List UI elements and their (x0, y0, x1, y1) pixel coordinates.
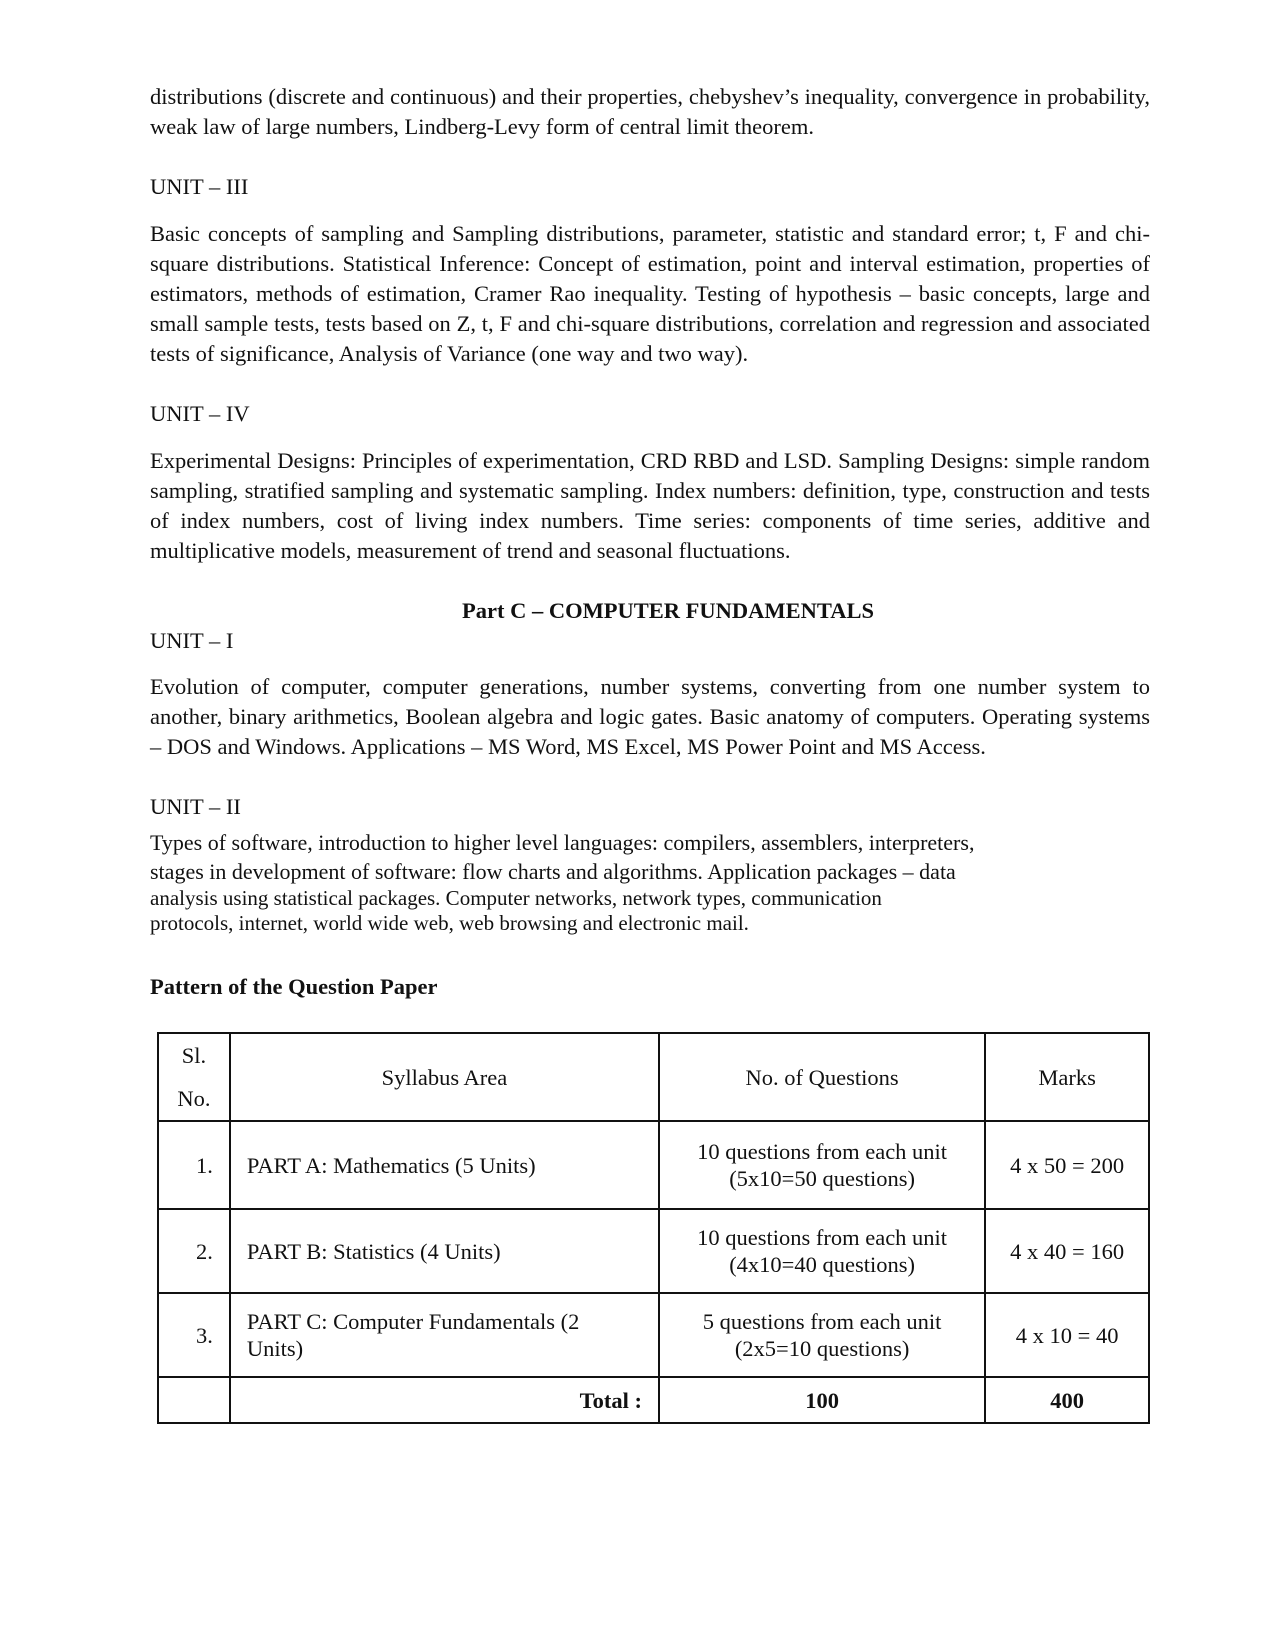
row-marks: 4 x 10 = 40 (985, 1293, 1149, 1377)
document-page (150, 82, 1150, 1413)
row-marks: 4 x 40 = 160 (985, 1209, 1149, 1293)
row-questions: 10 questions from each unit (4x10=40 questions) (659, 1209, 985, 1293)
row-area: PART C: Computer Fundamentals (2 Units) (230, 1293, 659, 1377)
row-questions: 5 questions from each unit (2x5=10 questions) (659, 1293, 985, 1377)
table-total-row (158, 1377, 1149, 1423)
table-row (158, 1121, 1149, 1209)
row-area: PART B: Statistics (4 Units) (230, 1209, 659, 1293)
row-questions: 10 questions from each unit (5x10=50 questions) (659, 1121, 985, 1209)
part-c-unit-1-heading: UNIT – I (150, 628, 234, 653)
part-c-title: Part C – COMPUTER FUNDAMENTALS (461, 598, 875, 623)
header-sl-no: Sl. No. (158, 1033, 230, 1121)
header-syllabus-area: Syllabus Area (230, 1033, 659, 1121)
unit-2-line-1: Types of software, introduction to higher level languages: compilers, assemblers, interpreters, (150, 830, 975, 855)
row-area: PART A: Mathematics (5 Units) (230, 1121, 659, 1209)
row-marks: 4 x 50 = 200 (985, 1121, 1149, 1209)
table-row (158, 1209, 1149, 1293)
total-marks: 400 (985, 1377, 1149, 1423)
unit-4-paragraph: Experimental Designs: Principles of experimentation, CRD RBD and LSD. Sampling Designs: simple random sampling, stratified sampling and systematic sampling. Index numbers: definition, type, construction and tests of index numbers, cost of living index numbers. Time series: components of time series, additive and multiplicative models, measurement of trend and seasonal fluctuations. (150, 448, 1150, 563)
part-c-unit-1-paragraph: Evolution of computer, computer generations, number systems, converting from one number system to another, binary arithmetics, Boolean algebra and logic gates. Basic anatomy of computers. Operating systems – DOS and Windows. Applications – MS Word, MS Excel, MS Power Point and MS Access. (150, 674, 1150, 759)
total-label: Total : (230, 1377, 659, 1423)
row-sl: 1. (158, 1121, 230, 1209)
intro-paragraph: distributions (discrete and continuous) and their properties, chebyshev’s inequality, convergence in probability, weak law of large numbers, Lindberg-Levy form of central limit theorem. (150, 84, 1150, 139)
unit-2-line-4: protocols, internet, world wide web, web browsing and electronic mail. (150, 911, 749, 935)
unit-4-heading: UNIT – IV (150, 401, 250, 426)
part-c-unit-2-heading: UNIT – II (150, 794, 241, 819)
unit-3-paragraph: Basic concepts of sampling and Sampling distributions, parameter, statistic and standard error; t, F and chi-square distributions. Statistical Inference: Concept of estimation, point and interval estimation, properties of estimators, methods of estimation, Cramer Rao inequality. Testing of hypothesis – basic concepts, large and small sample tests, tests based on Z, t, F and chi-square distributions, correlation and regression and associated tests of significance, Analysis of Variance (one way and two way). (150, 221, 1150, 366)
total-questions: 100 (659, 1377, 985, 1423)
part-c-unit-2-paragraph (150, 828, 1150, 936)
unit-2-line-3: analysis using statistical packages. Computer networks, network types, communication (150, 886, 882, 910)
table-header-row (158, 1033, 1149, 1121)
row-sl: 2. (158, 1209, 230, 1293)
pattern-title: Pattern of the Question Paper (150, 974, 438, 999)
header-marks: Marks (985, 1033, 1149, 1121)
header-no-of-questions: No. of Questions (659, 1033, 985, 1121)
unit-3-heading: UNIT – III (150, 174, 249, 199)
unit-2-line-2: stages in development of software: flow charts and algorithms. Application packages – data (150, 859, 956, 884)
row-sl: 3. (158, 1293, 230, 1377)
total-empty-cell (158, 1377, 230, 1423)
question-paper-table (157, 1032, 1150, 1424)
table-row (158, 1293, 1149, 1377)
